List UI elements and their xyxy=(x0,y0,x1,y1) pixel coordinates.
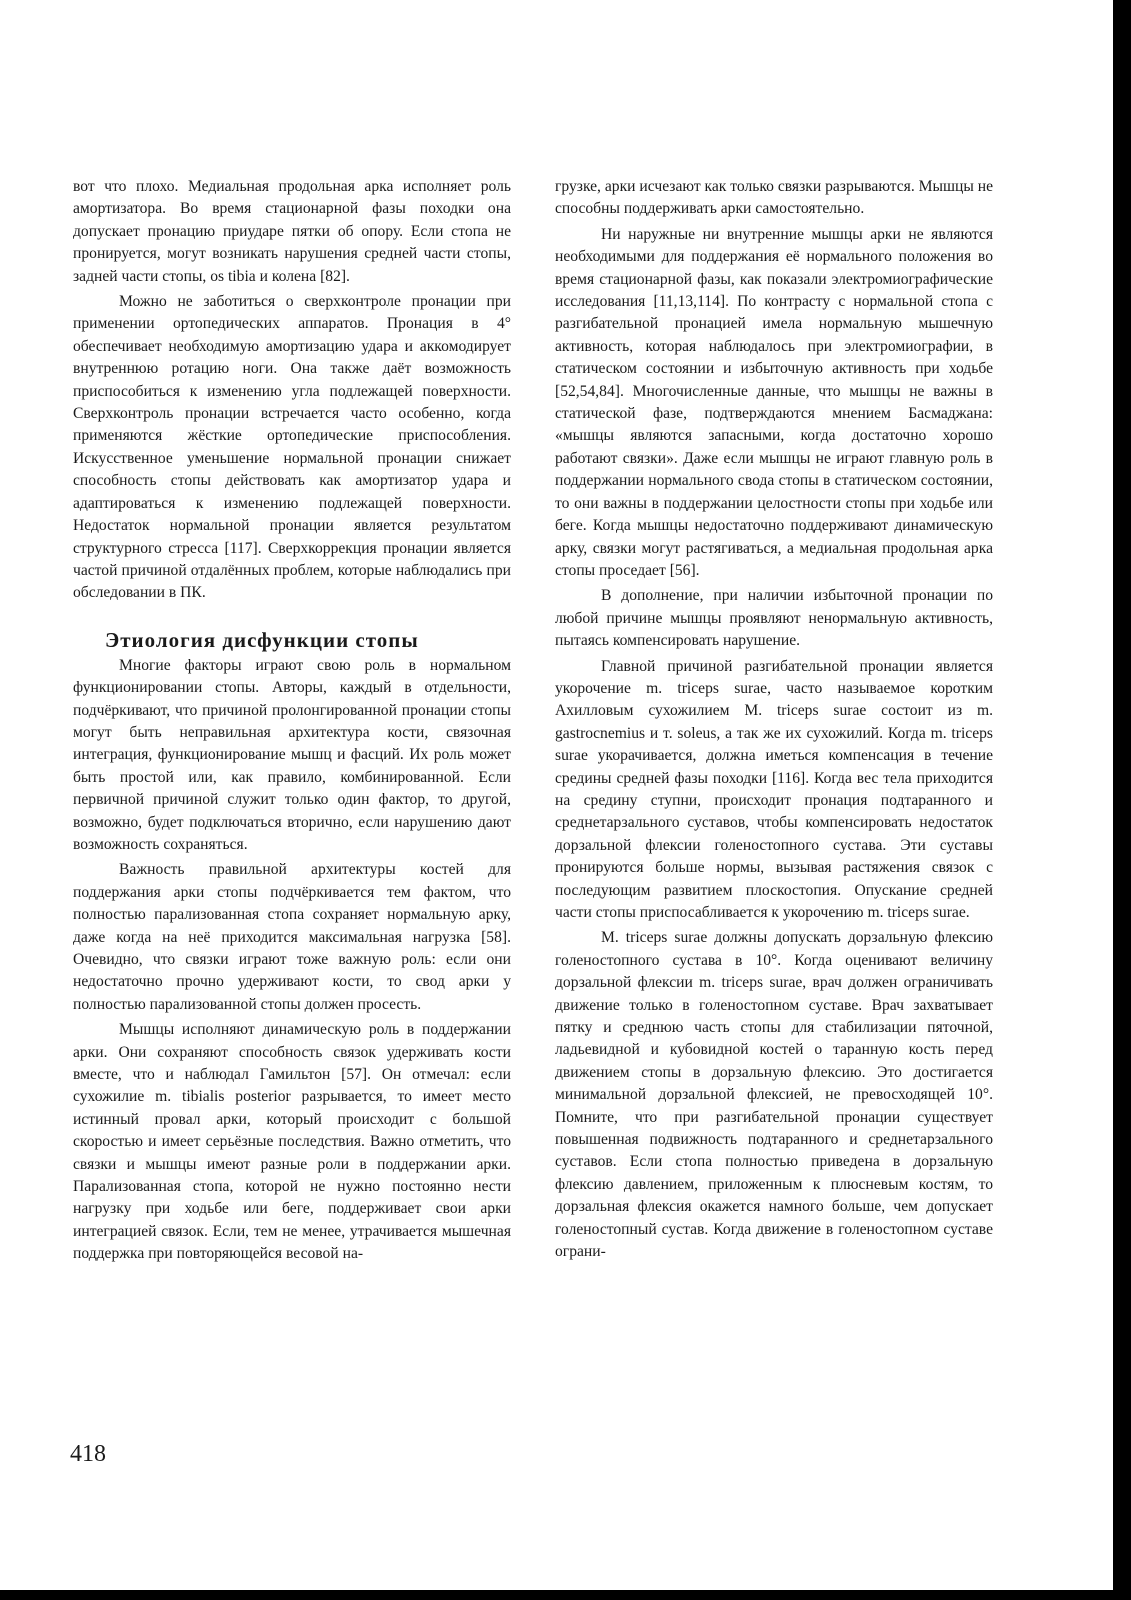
paragraph: Можно не заботиться о сверхконтроле пронации при применении ортопедических аппаратов. Пронация в 4° обеспечивает необходимую амортизацию удара и аккомодирует внутреннюю ротацию ноги. Она также даёт возможность приспособиться к изменению угла подлежащей поверхности. Сверхконтроль пронации встречается часто особенно, когда применяются жёсткие ортопедические приспособления. Искусственное уменьшение нормальной пронации снижает способность стопы действовать как амортизатор удара и адаптироваться к изменению подлежащей поверхности. Недостаток нормальной пронации является результатом структурного стресса [117]. Сверхкоррекция пронации является частой причиной отдалённых проблем, которые наблюдались при обследовании в ПК. xyxy=(73,293,511,602)
section-heading: Этиология дисфункции стопы xyxy=(105,627,419,652)
left-column xyxy=(73,176,511,1269)
paragraph: Ни наружные ни внутренние мышцы арки не являются необходимыми для поддержания её нормального положения во время стационарной фазы, как показали электромиографические исследования [11,13,114]. По контрасту с нормальной стопа с разгибательной пронацией имела нормальную мышечную активность, которая наблюдалось при электромиографии, в статическом состоянии и избыточную активность при ходьбе [52,54,84]. Многочисленные данные, что мышцы не важны в статической фазе, подтверждаются мнением Басмаджана: «мышцы являются запасными, когда достаточно хорошо работают связки». Даже если мышцы не играют главную роль в поддержании нормального свода стопы в статическом состоянии, то они важны в поддержании целостности стопы при ходьбе или беге. Когда мышцы недостаточно поддерживают динамическую арку, связки могут растягиваться, а медиальная продольная арка стопы проседает [56]. xyxy=(555,225,993,579)
paragraph: Мышцы исполняют динамическую роль в поддержании арки. Они сохраняют способность связок удерживать кости вместе, что и наблюдал Гамильтон [57]. Он отмечал: если сухожилие m. tibialis posterior разрывается, то имеет место истинный провал арки, который происходит с большой скоростью и имеет серьёзные последствия. Важно отметить, что связки и мышцы имеют разные роли в поддержании арки. Парализованная стопа, которой не нужно постоянно нести нагрузку при ходьбе или беге, поддерживает свои арки интеграцией связок. Если, тем не менее, утрачивается мышечная поддержка при повторяющейся весовой на- xyxy=(73,1021,511,1263)
paragraph: вот что плохо. Медиальная продольная арка исполняет роль амортизатора. Во время стационарной фазы походки она допускает пронацию приударе пятки об опору. Если стопа не пронируется, могут возникать нарушения средней части стопы, задней части стопы, os tibia и колена [82]. xyxy=(73,178,511,285)
paragraph: Главной причиной разгибательной пронации является укорочение m. triceps surae, часто называемое коротким Ахилловым сухожилием M. triceps surae состоит из m. gastrocnemius и т. soleus, а так же их сухожилий. Когда m. triceps surae укорачивается, должна иметься компенсация в течение средины средней фазы походки [116]. Когда вес тела приходится на средину ступни, происходит пронация подтаранного и среднетарзального суставов, чтобы компенсировать недостаток дорзальной флексии голеностопного сустава. Эти суставы пронируются больше нормы, вызывая растяжения связок с последующим развитием плоскостопия. Опускание средней части стопы приспосабливается к укорочению m. triceps surae. xyxy=(555,657,993,921)
right-column xyxy=(555,176,993,1267)
scan-edge-bottom xyxy=(0,1590,1131,1600)
page-number: 418 xyxy=(70,1441,106,1467)
scan-edge-right xyxy=(1113,0,1131,1600)
paragraph: грузке, арки исчезают как только связки разрываются. Мышцы не способны поддерживать арки самостоятельно. xyxy=(555,178,993,218)
paragraph: Важность правильной архитектуры костей для поддержания арки стопы подчёркивается тем фактом, что полностью парализованная стопа сохраняет нормальную арку, даже когда на неё приходится максимальная нагрузка [58]. Очевидно, что связки играют тоже важную роль: если они недостаточно прочно удерживают кости, то свод арки у полностью парализованной стопы должен просесть. xyxy=(73,861,511,1013)
paragraph: В дополнение, при наличии избыточной пронации по любой причине мышцы проявляют ненормальную активность, пытаясь компенсировать нарушение. xyxy=(555,587,993,650)
paragraph: M. triceps surae должны допускать дорзальную флексию голеностопного сустава в 10°. Когда оценивают величину дорзальной флексии m. triceps surae, врач должен ограничивать движение только в голеностопном суставе. Врач захватывает пятку и среднюю часть стопы для стабилизации пяточной, ладьевидной и кубовидной костей о таранную кость перед движением стопы в дорзальную флексию. Это достигается минимальной дорзальной флексией, не превосходящей 10°. Помните, что при разгибательной пронации существует повышенная подвижность подтаранного и среднетарзального суставов. Если стопа полностью приведена в дорзальную флексию давлением, приложенным к плюсневым костям, то дорзальная флексия окажется намного больше, чем допускает голеностопный сустав. Когда движение в голеностопном суставе ограни- xyxy=(555,929,993,1261)
paragraph: Многие факторы играют свою роль в нормальном функционировании стопы. Авторы, каждый в отдельности, подчёркивают, что причиной пролонгированной пронации стопы могут быть неправильная архитектура кости, связочная интеграция, функционирование мышц и фасций. Их роль может быть простой или, как правило, комбинированной. Если первичной причиной служит только один фактор, то другой, возможно, будет подключаться вторично, если нарушению дают возможность сохраняться. xyxy=(73,656,511,853)
